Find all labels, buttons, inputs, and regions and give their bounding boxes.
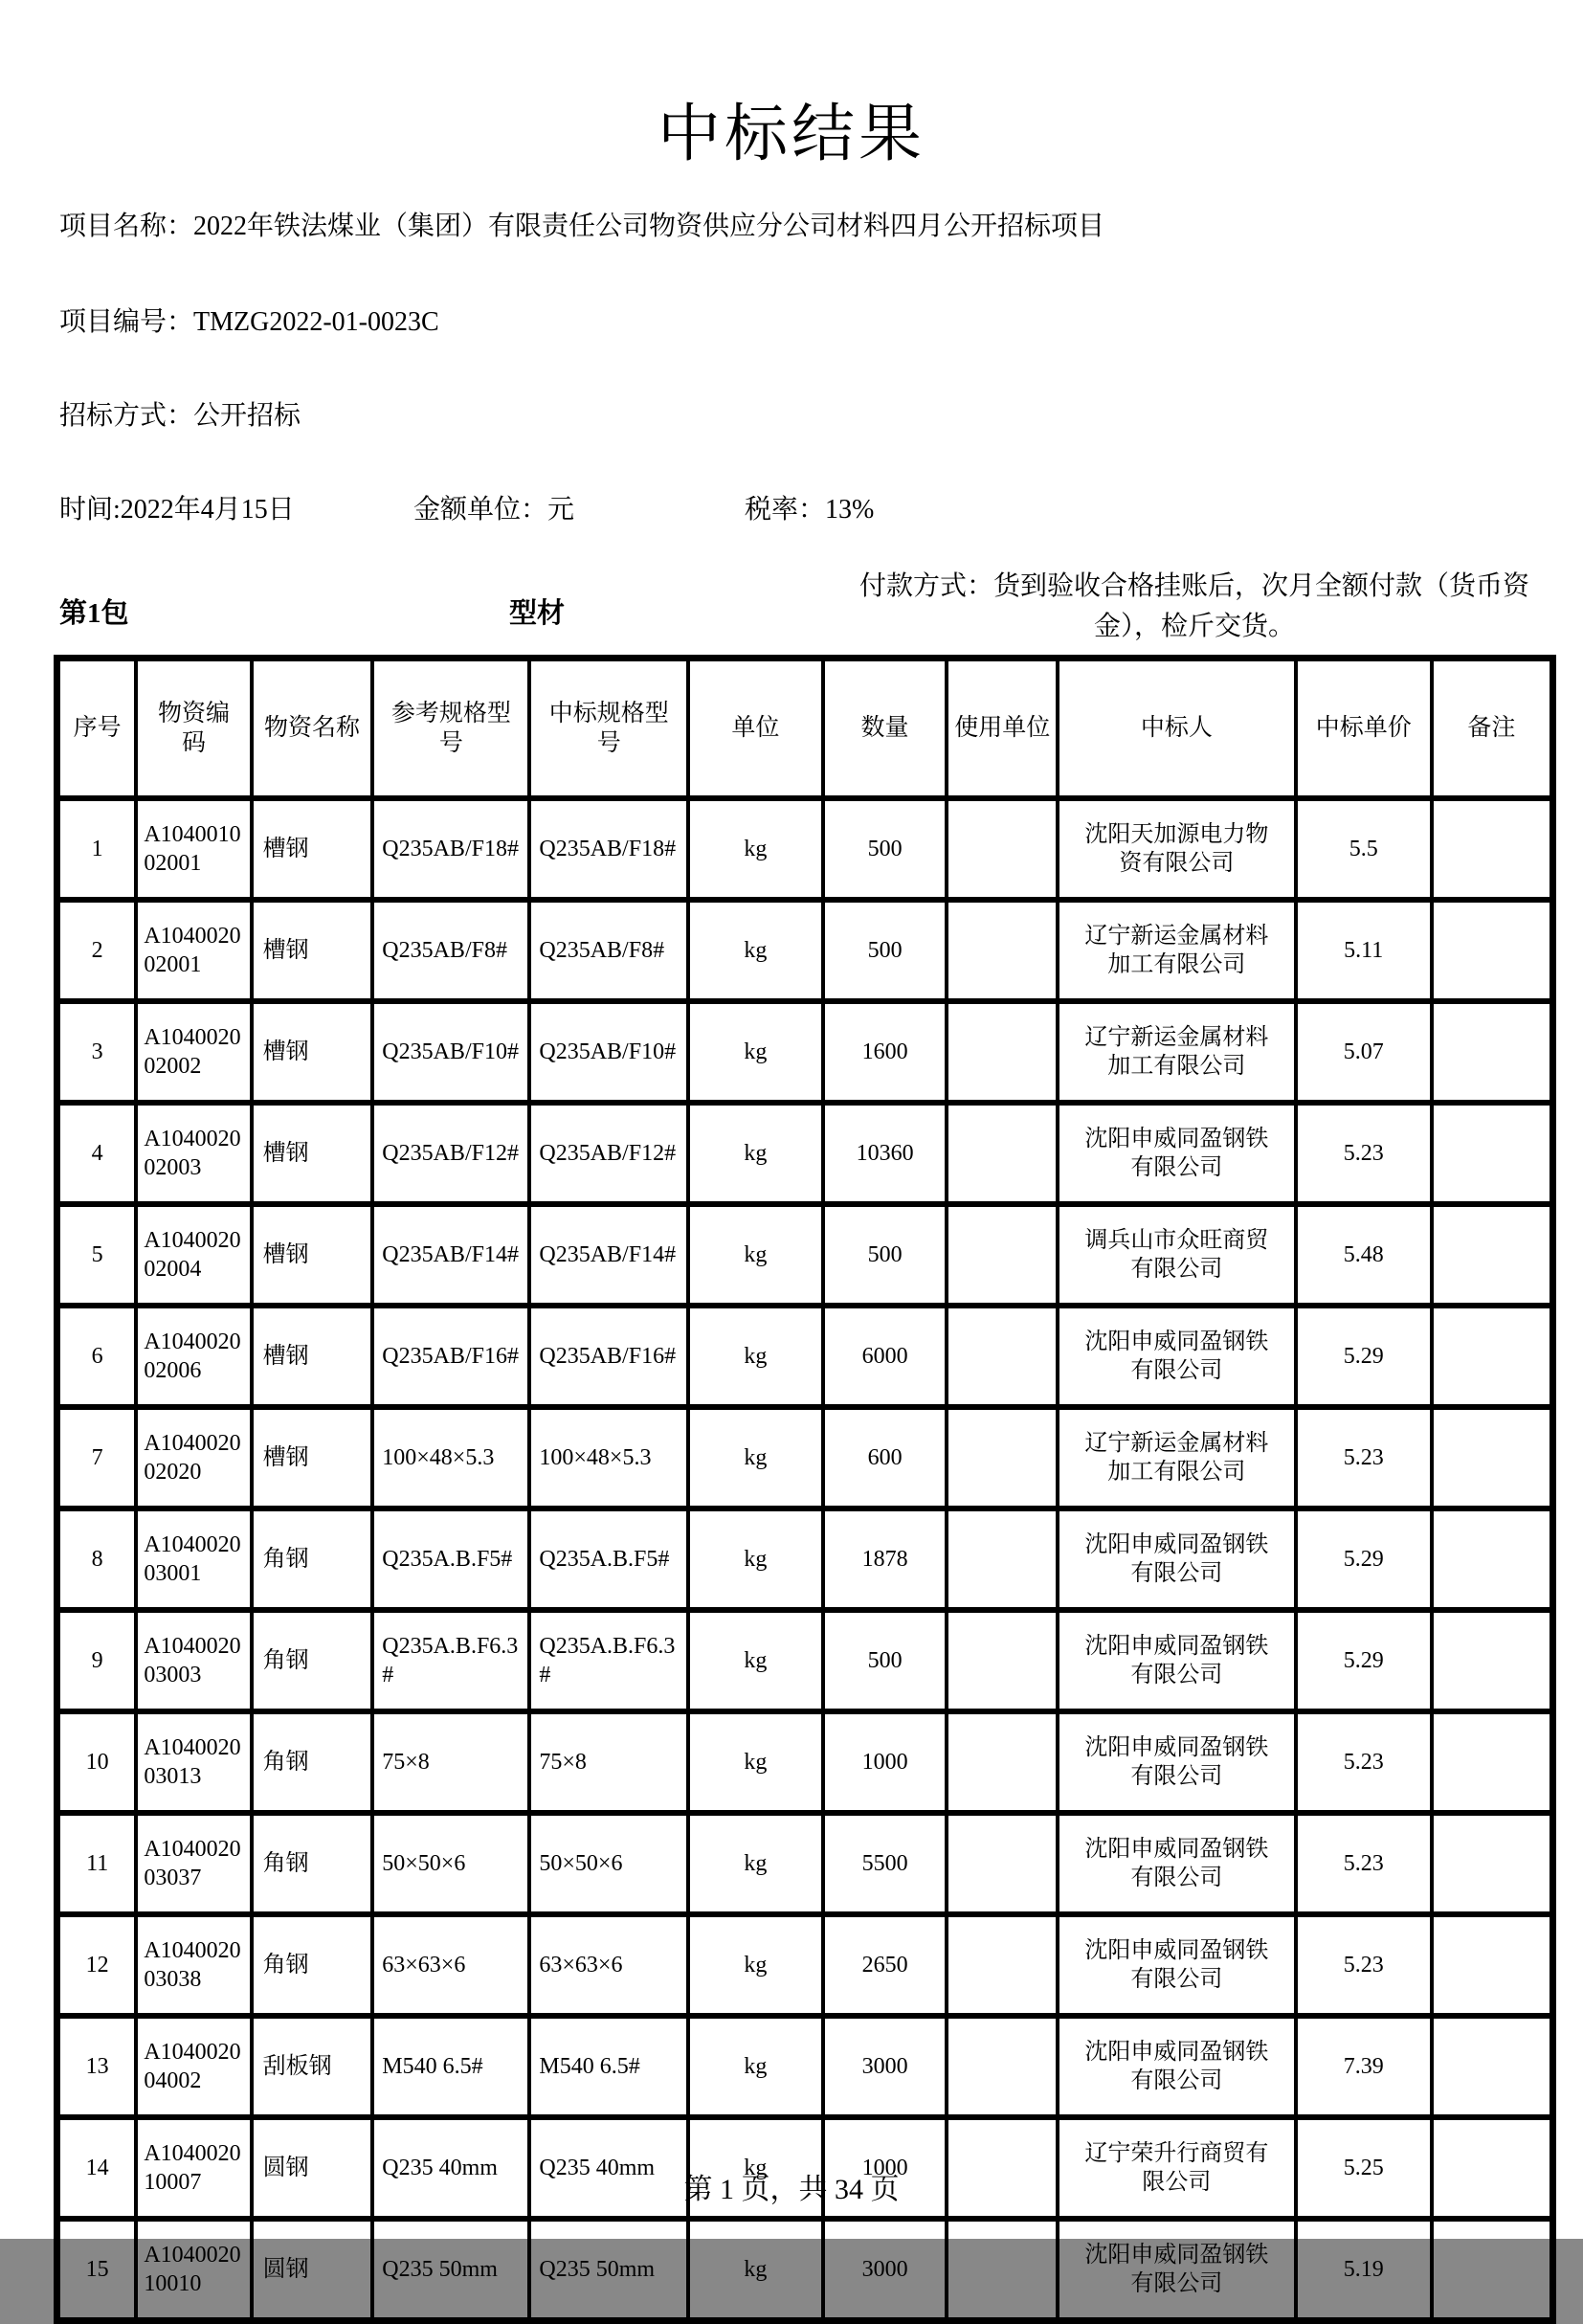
page-title: 中标结果: [658, 100, 925, 169]
table-cell: 75×8: [372, 1711, 529, 1813]
table-cell: A104002003013: [136, 1711, 251, 1813]
project-name-label: 项目名称：: [59, 212, 194, 241]
table-cell: 辽宁新运金属材料加工有限公司: [1058, 1407, 1296, 1508]
project-number-label: 项目编号：: [59, 307, 194, 337]
table-row: [57, 1711, 1553, 1813]
package-category: 型材: [509, 598, 566, 629]
table-cell: 5500: [823, 1813, 948, 1914]
table-row: [57, 1508, 1553, 1610]
table-cell: A104002004002: [136, 2016, 251, 2117]
table-row: [57, 798, 1553, 900]
table-cell: 7: [57, 1407, 137, 1508]
table-cell: [1432, 2016, 1553, 2117]
table-cell: [1432, 1813, 1553, 1914]
table-cell: 3000: [823, 2016, 948, 2117]
table-cell: A104002002002: [136, 1001, 251, 1103]
project-number-line: [59, 301, 439, 339]
bid-method-value: 公开招标: [193, 401, 301, 431]
table-cell: 14: [57, 2117, 137, 2219]
table-cell: [1432, 1508, 1553, 1610]
amount-unit-label: 金额单位：: [413, 495, 548, 525]
table-cell: kg: [688, 1508, 823, 1610]
table-cell: A104002002003: [136, 1103, 251, 1204]
table-cell: 角钢: [252, 1813, 373, 1914]
table-cell: Q235 50mm: [529, 2219, 688, 2321]
table-cell: Q235AB/F8#: [372, 900, 529, 1001]
table-cell: 1000: [823, 1711, 948, 1813]
table-cell: 3: [57, 1001, 137, 1103]
table-cell: 槽钢: [252, 1306, 373, 1407]
table-cell: 槽钢: [252, 1001, 373, 1103]
table-cell: A104002002006: [136, 1306, 251, 1407]
table-cell: Q235A.B.F6.3#: [372, 1610, 529, 1711]
table-cell: 8: [57, 1508, 137, 1610]
amount-unit-field: [413, 488, 574, 526]
table-cell: 13: [57, 2016, 137, 2117]
table-cell: 槽钢: [252, 1407, 373, 1508]
table-cell: 5.19: [1296, 2219, 1432, 2321]
table-cell: 63×63×6: [529, 1914, 688, 2016]
column-header: 参考规格型号: [372, 659, 529, 799]
table-row: [57, 1813, 1553, 1914]
table-cell: 槽钢: [252, 900, 373, 1001]
table-cell: Q235AB/F10#: [372, 1001, 529, 1103]
bid-method-label: 招标方式：: [59, 401, 194, 431]
table-cell: 5.5: [1296, 798, 1432, 900]
table-cell: A104001002001: [136, 798, 251, 900]
table-cell: 1000: [823, 2117, 948, 2219]
table-cell: 5.23: [1296, 1407, 1432, 1508]
table-cell: A104002003037: [136, 1813, 251, 1914]
project-number-value: TMZG2022-01-0023C: [193, 307, 439, 337]
table-cell: 角钢: [252, 1711, 373, 1813]
table-cell: 槽钢: [252, 1204, 373, 1306]
table-cell: [1432, 1103, 1553, 1204]
table-cell: 10360: [823, 1103, 948, 1204]
table-cell: 1: [57, 798, 137, 900]
table-cell: 5.23: [1296, 1103, 1432, 1204]
payment-terms: 付款方式：货到验收合格挂账后，次月全额付款（货币资金），检斤交货。: [858, 571, 1529, 641]
table-cell: [947, 1711, 1058, 1813]
column-header: 备注: [1432, 659, 1553, 799]
table-cell: 50×50×6: [372, 1813, 529, 1914]
table-cell: Q235AB/F16#: [372, 1306, 529, 1407]
column-header: 单位: [688, 659, 823, 799]
table-cell: A104002002004: [136, 1204, 251, 1306]
table-cell: kg: [688, 900, 823, 1001]
table-cell: A104002003038: [136, 1914, 251, 2016]
table-cell: [1432, 1001, 1553, 1103]
table-cell: 槽钢: [252, 798, 373, 900]
table-cell: 辽宁新运金属材料加工有限公司: [1058, 1001, 1296, 1103]
table-cell: 10: [57, 1711, 137, 1813]
table-cell: Q235AB/F18#: [372, 798, 529, 900]
table-cell: 63×63×6: [372, 1914, 529, 2016]
table-cell: [1432, 798, 1553, 900]
time-field: [59, 488, 295, 526]
table-cell: 12: [57, 1914, 137, 2016]
table-cell: [1432, 2219, 1553, 2321]
table-cell: 5.23: [1296, 1711, 1432, 1813]
table-cell: [1432, 1711, 1553, 1813]
table-cell: Q235AB/F12#: [372, 1103, 529, 1204]
table-cell: Q235A.B.F5#: [529, 1508, 688, 1610]
table-cell: kg: [688, 2117, 823, 2219]
package-name: 第1包: [59, 598, 129, 629]
table-cell: kg: [688, 798, 823, 900]
table-cell: 100×48×5.3: [529, 1407, 688, 1508]
table-cell: 沈阳申威同盈钢铁有限公司: [1058, 1711, 1296, 1813]
table-row: [57, 1610, 1553, 1711]
table-cell: 600: [823, 1407, 948, 1508]
table-cell: Q235AB/F14#: [529, 1204, 688, 1306]
table-cell: [947, 798, 1058, 900]
table-cell: Q235AB/F14#: [372, 1204, 529, 1306]
table-row: [57, 1914, 1553, 2016]
table-cell: 5.23: [1296, 1914, 1432, 2016]
table-cell: 500: [823, 900, 948, 1001]
table-cell: kg: [688, 1407, 823, 1508]
table-cell: [947, 1914, 1058, 2016]
table-cell: 圆钢: [252, 2219, 373, 2321]
table-cell: Q235 50mm: [372, 2219, 529, 2321]
table-cell: 沈阳申威同盈钢铁有限公司: [1058, 1813, 1296, 1914]
table-cell: 500: [823, 1204, 948, 1306]
column-header: 使用单位: [947, 659, 1058, 799]
table-cell: [947, 1204, 1058, 1306]
project-name-line: [59, 205, 1104, 243]
table-cell: 100×48×5.3: [372, 1407, 529, 1508]
table-cell: 刮板钢: [252, 2016, 373, 2117]
table-cell: 5.29: [1296, 1508, 1432, 1610]
table-cell: Q235A.B.F6.3#: [529, 1610, 688, 1711]
table-cell: [1432, 1407, 1553, 1508]
table-cell: Q235AB/F16#: [529, 1306, 688, 1407]
table-cell: 5.23: [1296, 1813, 1432, 1914]
table-cell: 沈阳申威同盈钢铁有限公司: [1058, 1306, 1296, 1407]
table-cell: 5.25: [1296, 2117, 1432, 2219]
table-cell: [1432, 1914, 1553, 2016]
table-cell: kg: [688, 1610, 823, 1711]
table-cell: 圆钢: [252, 2117, 373, 2219]
table-cell: Q235AB/F8#: [529, 900, 688, 1001]
time-value: 2022年4月15日: [120, 495, 295, 525]
column-header: 物资编码: [136, 659, 251, 799]
table-cell: Q235AB/F10#: [529, 1001, 688, 1103]
table-row: [57, 2219, 1553, 2321]
table-cell: 5.29: [1296, 1306, 1432, 1407]
column-header: 中标规格型号: [529, 659, 688, 799]
table-header-row: [57, 659, 1553, 799]
table-cell: [1432, 1610, 1553, 1711]
table-cell: 沈阳申威同盈钢铁有限公司: [1058, 2219, 1296, 2321]
table-cell: [947, 2016, 1058, 2117]
table-cell: 4: [57, 1103, 137, 1204]
table-cell: 50×50×6: [529, 1813, 688, 1914]
time-row: [0, 488, 1583, 526]
table-row: [57, 1407, 1553, 1508]
table-cell: 角钢: [252, 1610, 373, 1711]
table-cell: 2650: [823, 1914, 948, 2016]
table-cell: 辽宁荣升行商贸有限公司: [1058, 2117, 1296, 2219]
table-cell: 沈阳申威同盈钢铁有限公司: [1058, 1103, 1296, 1204]
amount-unit-value: 元: [547, 495, 575, 525]
column-header: 序号: [57, 659, 137, 799]
table-cell: 沈阳申威同盈钢铁有限公司: [1058, 1914, 1296, 2016]
table-cell: 6: [57, 1306, 137, 1407]
table-cell: kg: [688, 2016, 823, 2117]
table-cell: kg: [688, 1813, 823, 1914]
table-row: [57, 1306, 1553, 1407]
table-cell: 槽钢: [252, 1103, 373, 1204]
table-cell: Q235AB/F12#: [529, 1103, 688, 1204]
table-cell: [947, 1407, 1058, 1508]
table-cell: A104002003003: [136, 1610, 251, 1711]
column-header: 物资名称: [252, 659, 373, 799]
table-cell: 沈阳申威同盈钢铁有限公司: [1058, 1610, 1296, 1711]
table-cell: kg: [688, 2219, 823, 2321]
table-cell: kg: [688, 1204, 823, 1306]
table-cell: [947, 1103, 1058, 1204]
table-header: [57, 659, 1553, 799]
project-name-value: 2022年铁法煤业（集团）有限责任公司物资供应分公司材料四月公开招标项目: [193, 212, 1105, 241]
table-cell: 500: [823, 1610, 948, 1711]
table-cell: Q235A.B.F5#: [372, 1508, 529, 1610]
tax-rate-field: [745, 488, 874, 526]
table-cell: 辽宁新运金属材料加工有限公司: [1058, 900, 1296, 1001]
table-cell: kg: [688, 1103, 823, 1204]
table-cell: 15: [57, 2219, 137, 2321]
table-cell: 5.48: [1296, 1204, 1432, 1306]
time-label: 时间:: [59, 495, 121, 525]
table-cell: kg: [688, 1914, 823, 2016]
table-cell: 1878: [823, 1508, 948, 1610]
table-cell: 7.39: [1296, 2016, 1432, 2117]
table-cell: A104002003001: [136, 1508, 251, 1610]
table-cell: [1432, 900, 1553, 1001]
table-cell: 1600: [823, 1001, 948, 1103]
table-cell: 5.07: [1296, 1001, 1432, 1103]
table-cell: 2: [57, 900, 137, 1001]
table-cell: [947, 1813, 1058, 1914]
table-row: [57, 1204, 1553, 1306]
table-cell: kg: [688, 1711, 823, 1813]
table-row: [57, 900, 1553, 1001]
table-cell: [947, 1306, 1058, 1407]
table-cell: [947, 1508, 1058, 1610]
table-cell: 沈阳天加源电力物资有限公司: [1058, 798, 1296, 900]
column-header: 数量: [823, 659, 948, 799]
table-cell: Q235 40mm: [372, 2117, 529, 2219]
table-cell: M540 6.5#: [372, 2016, 529, 2117]
table-cell: 5.29: [1296, 1610, 1432, 1711]
table-cell: A104002010010: [136, 2219, 251, 2321]
table-cell: [947, 1610, 1058, 1711]
table-cell: 角钢: [252, 1508, 373, 1610]
results-table: [54, 655, 1556, 2324]
table-cell: A104002002020: [136, 1407, 251, 1508]
bid-method-line: [59, 394, 301, 433]
table-cell: 调兵山市众旺商贸有限公司: [1058, 1204, 1296, 1306]
table-cell: 75×8: [529, 1711, 688, 1813]
table-cell: A104002002001: [136, 900, 251, 1001]
table-cell: [947, 900, 1058, 1001]
table-cell: kg: [688, 1306, 823, 1407]
table-cell: [1432, 1306, 1553, 1407]
table-cell: 角钢: [252, 1914, 373, 2016]
table-cell: 500: [823, 798, 948, 900]
page-number-footer: 第 1 页，共 34 页: [683, 2174, 900, 2205]
table-cell: 沈阳申威同盈钢铁有限公司: [1058, 2016, 1296, 2117]
table-cell: [947, 2219, 1058, 2321]
table-row: [57, 1001, 1553, 1103]
table-cell: Q235 40mm: [529, 2117, 688, 2219]
table-row: [57, 2016, 1553, 2117]
table-cell: M540 6.5#: [529, 2016, 688, 2117]
table-cell: 6000: [823, 1306, 948, 1407]
column-header: 中标单价: [1296, 659, 1432, 799]
table-cell: [1432, 1204, 1553, 1306]
table-cell: 5.11: [1296, 900, 1432, 1001]
table-cell: 沈阳申威同盈钢铁有限公司: [1058, 1508, 1296, 1610]
tax-rate-label: 税率：: [745, 495, 826, 525]
table-cell: A104002010007: [136, 2117, 251, 2219]
table-cell: kg: [688, 1001, 823, 1103]
table-body: [57, 798, 1553, 2321]
table-cell: 9: [57, 1610, 137, 1711]
table-cell: [947, 1001, 1058, 1103]
tax-rate-value: 13%: [825, 495, 875, 525]
table-cell: 5: [57, 1204, 137, 1306]
table-row: [57, 1103, 1553, 1204]
table-cell: 11: [57, 1813, 137, 1914]
column-header: 中标人: [1058, 659, 1296, 799]
table-cell: 3000: [823, 2219, 948, 2321]
table-cell: Q235AB/F18#: [529, 798, 688, 900]
